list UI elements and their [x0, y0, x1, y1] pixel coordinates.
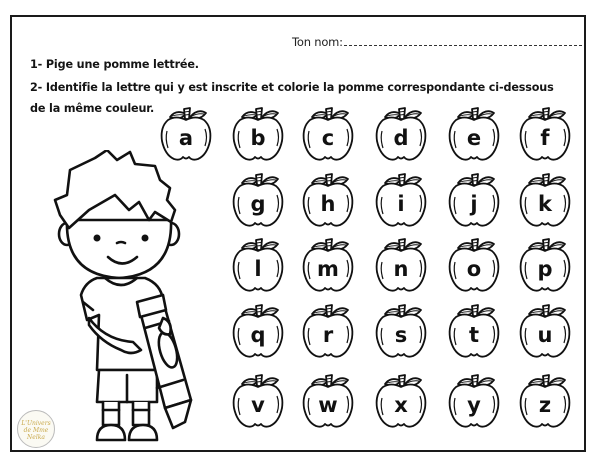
apple-letter: m: [317, 257, 339, 281]
apple-y[interactable]: [444, 372, 504, 432]
apple-letter: w: [318, 393, 338, 417]
apple-letter: s: [394, 323, 408, 347]
apple-b[interactable]: [228, 105, 288, 165]
apple-letter: d: [393, 126, 409, 150]
apple-u[interactable]: [515, 302, 575, 362]
apple-letter: n: [393, 257, 409, 281]
boy-with-crayon-illustration: [45, 150, 195, 450]
apple-letter: e: [466, 126, 482, 150]
apple-l[interactable]: [228, 236, 288, 296]
apple-o[interactable]: [444, 236, 504, 296]
apple-c[interactable]: [298, 105, 358, 165]
apple-letter: u: [537, 323, 553, 347]
apple-z[interactable]: [515, 372, 575, 432]
apple-g[interactable]: [228, 171, 288, 231]
name-label: Ton nom:: [292, 35, 343, 49]
apple-letter: b: [250, 126, 266, 150]
apple-j[interactable]: [444, 171, 504, 231]
instruction-1: 1- Pige une pomme lettrée.: [30, 58, 199, 71]
apple-q[interactable]: [228, 302, 288, 362]
apple-letter: i: [397, 192, 405, 216]
apple-letter: v: [251, 393, 265, 417]
apple-letter: l: [254, 257, 262, 281]
apple-e[interactable]: [444, 105, 504, 165]
apple-letter: f: [540, 126, 550, 150]
apple-letter: x: [394, 393, 408, 417]
apple-f[interactable]: [515, 105, 575, 165]
apple-letter: j: [470, 192, 478, 216]
name-blank-line[interactable]: [344, 35, 582, 46]
apple-letter: k: [538, 192, 552, 216]
apple-d[interactable]: [371, 105, 431, 165]
apple-letter: y: [467, 393, 481, 417]
apple-r[interactable]: [298, 302, 358, 362]
instruction-2: 2- Identifie la lettre qui y est inscrite et colorie la pomme correspondante ci-dessous: [30, 81, 554, 94]
apple-h[interactable]: [298, 171, 358, 231]
instruction-2-continued: de la même couleur.: [30, 102, 155, 115]
apple-letter: z: [538, 393, 552, 417]
apple-letter: o: [466, 257, 482, 281]
apple-letter: t: [468, 323, 480, 347]
apple-p[interactable]: [515, 236, 575, 296]
apple-letter: q: [250, 323, 266, 347]
apple-i[interactable]: [371, 171, 431, 231]
apple-m[interactable]: [298, 236, 358, 296]
brand-logo: [17, 410, 55, 448]
apple-x[interactable]: [371, 372, 431, 432]
apple-t[interactable]: [444, 302, 504, 362]
apple-letter: a: [178, 126, 194, 150]
apple-v[interactable]: [228, 372, 288, 432]
apple-letter: h: [320, 192, 336, 216]
apple-w[interactable]: [298, 372, 358, 432]
apple-letter: c: [321, 126, 335, 150]
apple-s[interactable]: [371, 302, 431, 362]
apple-n[interactable]: [371, 236, 431, 296]
logo-text: L'Univers de Mme Nelka: [21, 420, 51, 441]
apple-k[interactable]: [515, 171, 575, 231]
apple-letter: r: [322, 323, 334, 347]
apple-letter: p: [537, 257, 553, 281]
apple-letter: g: [250, 192, 266, 216]
name-field[interactable]: [292, 35, 582, 49]
